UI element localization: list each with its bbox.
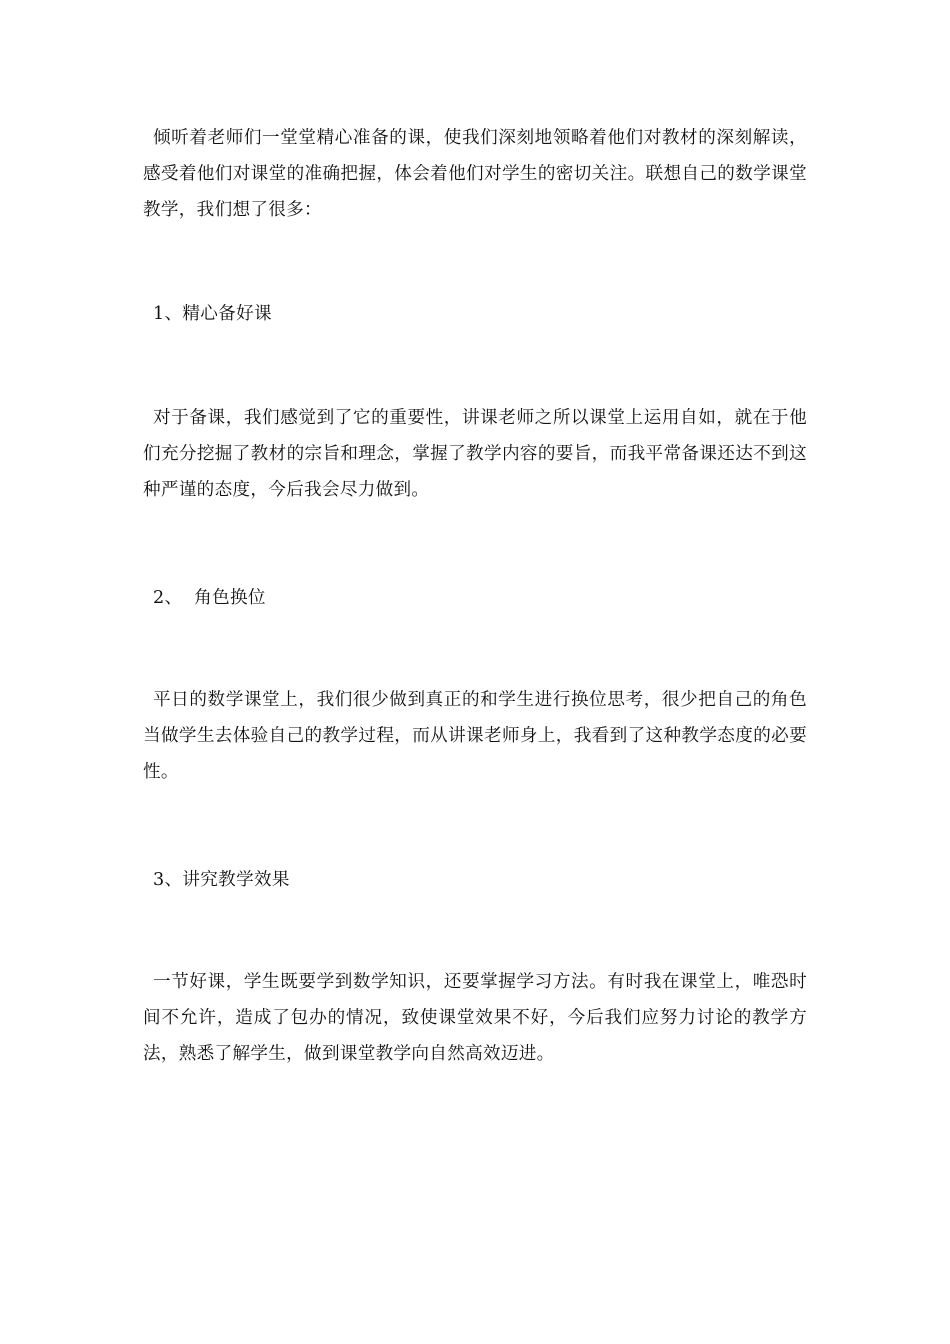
section-body-2: 平日的数学课堂上，我们很少做到真正的和学生进行换位思考，很少把自己的角色当做学生去体验自己的教学过程，而从讲课老师身上，我看到了这种教学态度的必要性。 [143,690,807,782]
section-heading-2: 2、 角色换位 [153,588,266,608]
section-heading-3: 3、讲究教学效果 [153,870,290,890]
intro-paragraph: 倾听着老师们一堂堂精心准备的课，使我们深刻地领略着他们对教材的深刻解读，感受着他们对课堂的准确把握，体会着他们对学生的密切关注。联想自己的数学课堂教学，我们想了很多： [143,128,807,220]
section-body-3: 一节好课，学生既要学到数学知识，还要掌握学习方法。有时我在课堂上，唯恐时间不允许，造成了包办的情况，致使课堂效果不好，今后我们应努力讨论的教学方法，熟悉了解学生，做到课堂教学向自然高效迈进。 [143,972,807,1064]
section-heading-1: 1、精心备好课 [153,304,272,324]
section-body-1: 对于备课，我们感觉到了它的重要性，讲课老师之所以课堂上运用自如，就在于他们充分挖掘了教材的宗旨和理念，掌握了教学内容的要旨，而我平常备课还达不到这种严谨的态度，今后我会尽力做到。 [143,408,807,500]
